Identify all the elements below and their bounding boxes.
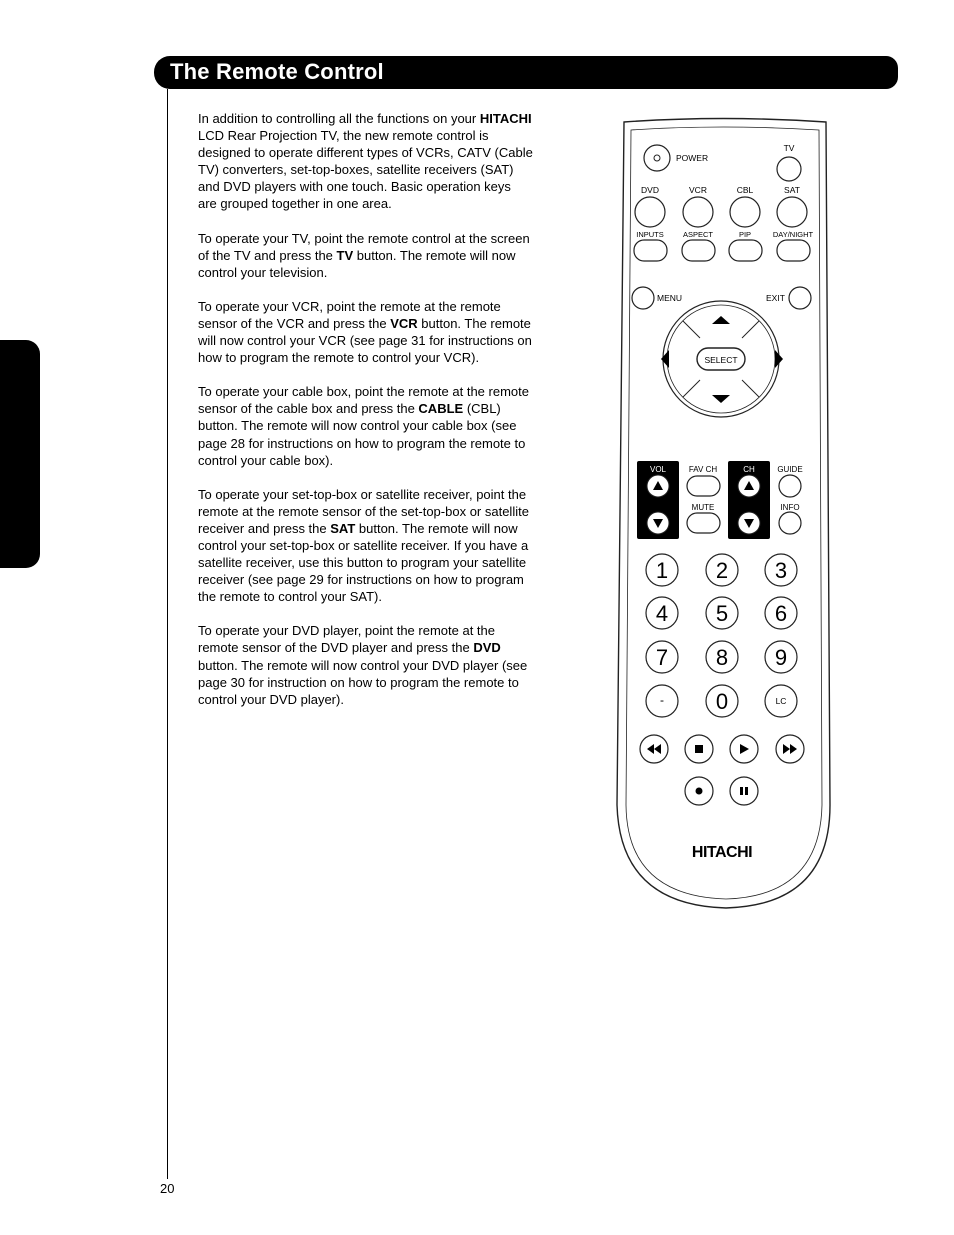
menu-button[interactable] — [632, 287, 654, 309]
key-5-label: 5 — [715, 601, 729, 626]
exit-button[interactable] — [789, 287, 811, 309]
dvd-label: DVD — [641, 185, 659, 195]
fav-ch-button[interactable] — [687, 476, 720, 496]
vcr-label: VCR — [689, 185, 707, 195]
record-icon — [696, 788, 703, 795]
paragraph-tv: To operate your TV, point the remote control at the screen of the TV and press the TV button. The remote will now control your television. — [198, 230, 530, 280]
tv-button[interactable] — [777, 157, 801, 181]
aspect-button[interactable] — [682, 240, 715, 261]
day-night-button[interactable] — [777, 240, 810, 261]
key-9-label: 9 — [774, 645, 788, 670]
guide-button[interactable] — [779, 475, 801, 497]
brand-logo: HITACHI — [691, 844, 753, 861]
paragraph-intro: In addition to controlling all the functions on your HITACHI LCD Rear Projection TV, the new remote control is designed to operate different types of VCRs, CATV (Cable TV) converters, set-top-boxes, satellite receivers (SAT) and DVD players with one touch. Basic operation keys are grouped together in one area. — [198, 111, 533, 212]
page-title: The Remote Control — [170, 59, 384, 84]
cbl-button[interactable] — [730, 197, 760, 227]
key-3-label: 3 — [774, 558, 788, 583]
pause-button[interactable] — [730, 777, 758, 805]
key-1-label: 1 — [655, 558, 669, 583]
key-lc-label: LC — [775, 696, 787, 706]
tv-label: TV — [783, 143, 795, 153]
dvd-button[interactable] — [635, 197, 665, 227]
key-2-label: 2 — [715, 558, 729, 583]
sat-button[interactable] — [777, 197, 807, 227]
key-0-label: 0 — [715, 689, 729, 714]
page-number: 20 — [160, 1181, 175, 1196]
paragraph-sat: To operate your set-top-box or satellite receiver, point the remote at the remote sensor of the set-top-box or satellite receiver and press the SAT button. The remote will now control your set-top-box or satellite receiver. If you have a satellite receiver, use this button to program your satellite receiver (see page 29 for instructions on how to program the remote to control your SAT). — [198, 486, 529, 605]
guide-label: GUIDE — [777, 465, 803, 474]
mute-label: MUTE — [691, 503, 715, 512]
inputs-button[interactable] — [634, 240, 667, 261]
paragraph-cable: To operate your cable box, point the remote at the remote sensor of the cable box and press the CABLE (CBL) button. The remote will now control your cable box (see page 28 for instructions on how to program the remote to control your cable box). — [198, 384, 529, 468]
mute-button[interactable] — [687, 513, 720, 533]
select-label: SELECT — [704, 355, 738, 365]
cbl-label: CBL — [736, 185, 754, 195]
key-4-label: 4 — [655, 601, 669, 626]
pip-label: PIP — [738, 230, 752, 239]
key-dash-label: - — [660, 693, 664, 707]
menu-label: MENU — [657, 293, 683, 303]
ch-label: CH — [743, 465, 755, 474]
power-label: POWER — [676, 153, 709, 163]
paragraph-dvd: To operate your DVD player, point the remote at the remote sensor of the DVD player and press the DVD button. The remote will now control your DVD player (see page 30 for instruction on how to program the remote to control your DVD player). — [198, 623, 528, 707]
stop-icon — [695, 745, 703, 753]
key-8-label: 8 — [715, 645, 729, 670]
power-button[interactable] — [644, 145, 670, 171]
pause-icon — [740, 787, 743, 795]
key-7-label: 7 — [655, 645, 669, 670]
exit-label: EXIT — [766, 293, 785, 303]
vol-label: VOL — [649, 465, 667, 474]
info-label: INFO — [780, 503, 800, 512]
key-6-label: 6 — [774, 601, 788, 626]
inputs-label: INPUTS — [636, 230, 664, 239]
day-night-label: DAY/NIGHT — [772, 230, 814, 239]
vcr-button[interactable] — [683, 197, 713, 227]
aspect-label: ASPECT — [682, 230, 714, 239]
pip-button[interactable] — [729, 240, 762, 261]
sat-label: SAT — [784, 185, 800, 195]
pause-icon — [745, 787, 748, 795]
fav-ch-label: FAV CH — [688, 465, 718, 474]
paragraph-vcr: To operate your VCR, point the remote at the remote sensor of the VCR and press the VCR button. The remote will now control your VCR (see page 31 for instructions on how to program the remote to control your VCR). — [198, 298, 532, 366]
info-button[interactable] — [779, 512, 801, 534]
